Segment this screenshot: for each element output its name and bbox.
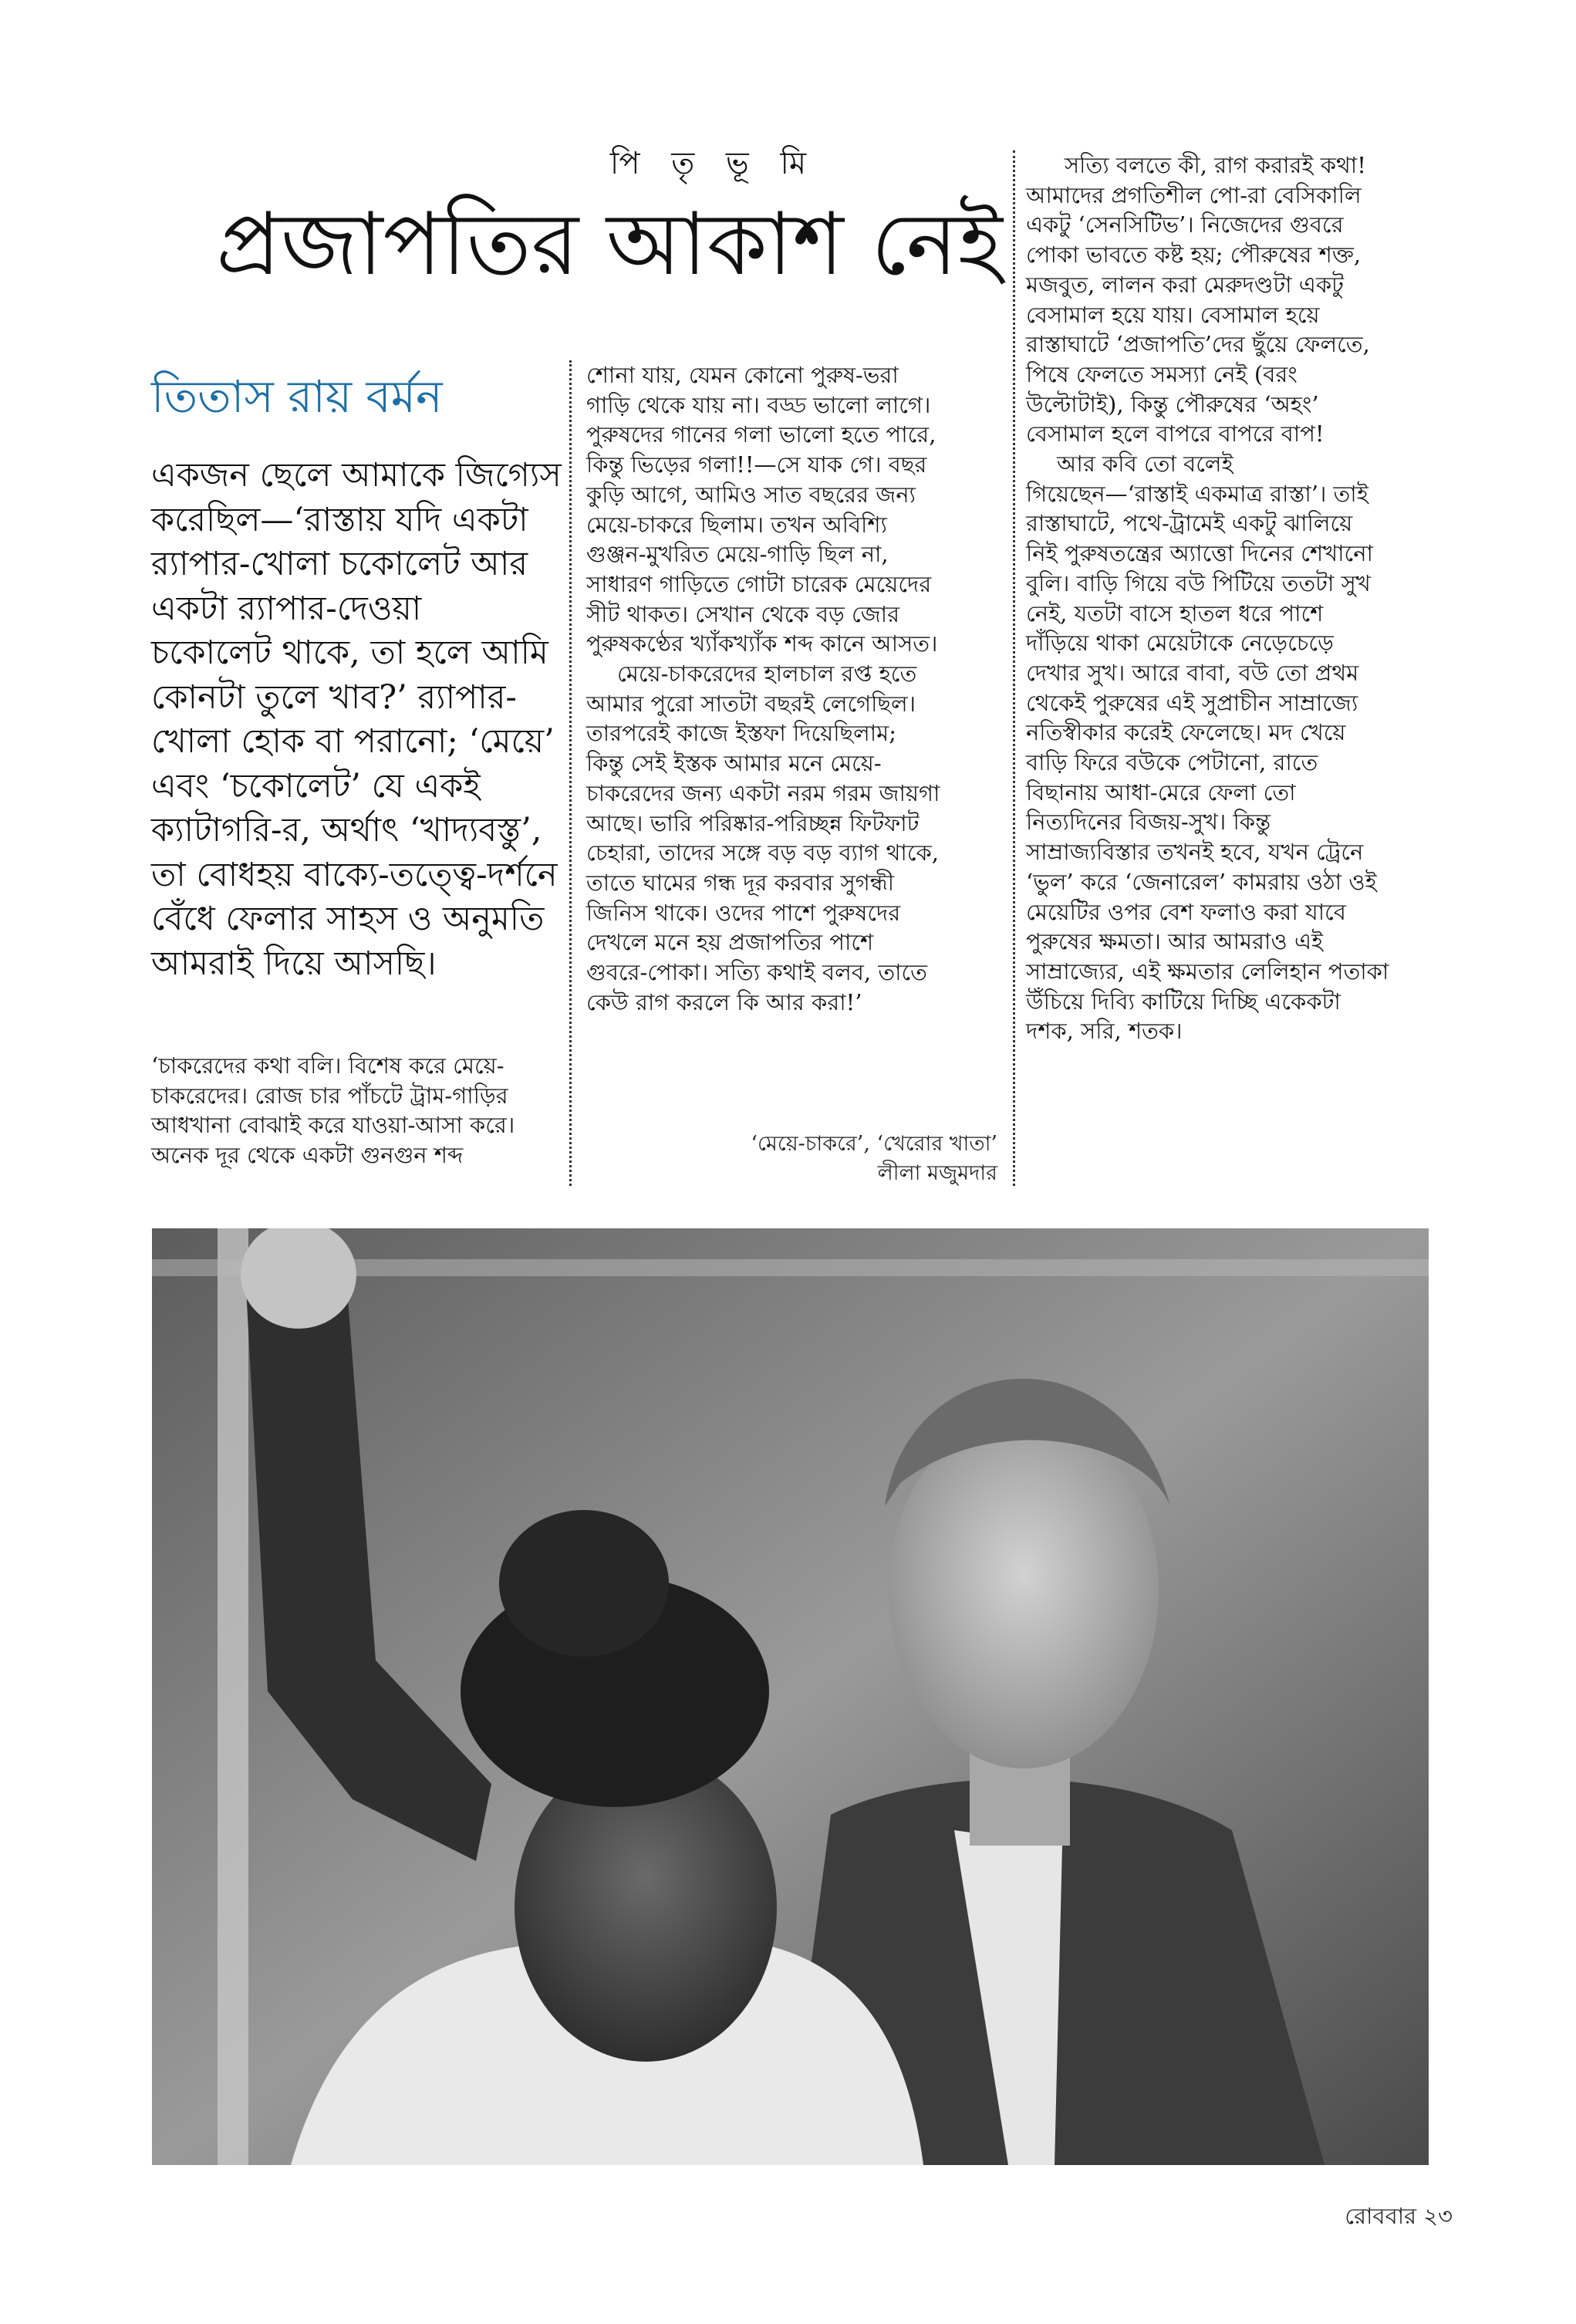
column-line: জিনিস থাকে। ওদের পাশে পুরুষদের <box>586 899 901 926</box>
column-line: বুলি। বাড়ি গিয়ে বউ পিটিয়ে ততটা সুখ <box>1026 569 1371 596</box>
column-line: দেখার সুখ। আরে বাবা, বউ তো প্রথম <box>1026 659 1359 686</box>
column-line: গুবরে-পোকা। সত্যি কথাই বলব, তাতে <box>586 959 927 986</box>
column-line: কিন্তু ভিড়ের গলা!!—সে যাক গে। বছর <box>586 451 927 478</box>
lead-line: খোলা হোক বা পরানো; ‘মেয়ে’ <box>151 722 555 761</box>
column-line: মজবুত, লালন করা মেরুদণ্ডটা একটু <box>1026 271 1344 298</box>
column-line: পুরুষদের গানের গলা ভালো হতে পারে, <box>586 421 936 448</box>
column-line: মেয়ে-চাকরেদের হালচাল রপ্ত হতে <box>617 660 917 687</box>
column-line: কিন্তু সেই ইস্তক আমার মনে মেয়ে- <box>586 750 882 777</box>
column-line: তাতে ঘামের গন্ধ দূর করবার সুগন্ধী <box>586 869 895 896</box>
lead-line: আমরাই দিয়ে আসছি। <box>151 944 437 983</box>
page-number: রোববার ২৩ <box>1345 2203 1453 2229</box>
column-line: চেহারা, তাদের সঙ্গে বড় বড় ব্যাগ থাকে, <box>586 839 940 866</box>
column-line: থেকেই পুরুষের এই সুপ্রাচীন সাম্রাজ্যে <box>1026 689 1358 716</box>
column-line: বিছানায় আধা-মেরে ফেলা তো <box>1026 779 1296 806</box>
column-line: নেই, যতটা বাসে হাতল ধরে পাশে <box>1026 600 1324 627</box>
article-photo <box>152 1228 1429 2165</box>
column-line: শোনা যায়, যেমন কোনো পুরুষ-ভরা <box>586 362 899 388</box>
column-line: দশক, সরি, শতক। <box>1026 1018 1183 1045</box>
quote-line: অনেক দূর থেকে একটা গুনগুন শব্দ <box>151 1142 464 1169</box>
column-line: দেখলে মনে হয় প্রজাপতির পাশে <box>586 929 874 956</box>
lead-line: তা বোধহয় বাক্যে-তত্ত্বে-দর্শনে <box>151 855 558 894</box>
section-label: পি তৃ ভূ মি <box>609 146 818 181</box>
quote-line: ‘চাকরেদের কথা বলি। বিশেষ করে মেয়ে- <box>151 1052 505 1079</box>
column-line: সাম্রাজ্যবিস্তার তখনই হবে, যখন ট্রেনে <box>1026 839 1364 866</box>
citation-source: ‘মেয়ে-চাকরে’, ‘খেরোর খাতা’ <box>751 1132 997 1156</box>
lead-line: করেছিল—‘রাস্তায় যদি একটা <box>151 500 528 539</box>
column-three <box>1026 150 1458 1046</box>
column-line: মেয়ে-চাকরে ছিলাম। তখন অবিশ্যি <box>586 511 887 538</box>
lead-line: একজন ছেলে আমাকে জিগ্যেস <box>151 456 562 495</box>
lead-line: ক্যাটাগরি-র, অর্থাৎ ‘খাদ্যবস্তু’, <box>151 811 542 850</box>
column-line: বাড়ি ফিরে বউকে পেটানো, রাতে <box>1026 749 1318 776</box>
column-line: মেয়েটির ওপর বেশ ফলাও করা যাবে <box>1026 898 1346 925</box>
column-line: সীট থাকত। সেখান থেকে বড় জোর <box>586 600 900 627</box>
quote-line: চাকরেদের। রোজ চার পাঁচটে ট্রাম-গাড়ির <box>151 1082 508 1109</box>
column-line: একটু ‘সেনসিটিভ’। নিজেদের গুবরে <box>1026 211 1344 238</box>
column-line: উল্টোটাই), কিন্তু পৌরুষের ‘অহং’ <box>1026 390 1319 417</box>
article-title: প্রজাপতির আকাশ নেই <box>216 194 1003 295</box>
column-divider <box>569 360 572 1186</box>
column-line: ‘ভুল’ করে ‘জেনারেল’ কামরায় ওঠা ওই <box>1026 868 1377 895</box>
column-line: বেসামাল হলে বাপরে বাপরে বাপ! <box>1026 421 1325 448</box>
column-line: নিই পুরুষতন্ত্রের অ্যাত্তো দিনের শেখানো <box>1026 540 1373 567</box>
column-line: আমাদের প্রগতিশীল পো-রা বেসিকালি <box>1026 181 1362 208</box>
column-line: সাধারণ গাড়িতে গোটা চারেক মেয়েদের <box>586 570 932 597</box>
column-line: সাম্রাজ্যের, এই ক্ষমতার লেলিহান পতাকা <box>1026 958 1389 985</box>
column-line: পোকা ভাবতে কষ্ট হয়; পৌরুষের শক্ত, <box>1026 242 1362 269</box>
lead-line: একটা র‍্যাপার-দেওয়া <box>151 589 422 628</box>
column-line: সত্যি বলতে কী, রাগ করারই কথা! <box>1065 152 1366 178</box>
column-line: নিত্যদিনের বিজয়-সুখ। কিন্তু <box>1026 809 1271 836</box>
column-line: বেসামাল হয়ে যায়। বেসামাল হয়ে <box>1026 301 1320 328</box>
column-line: উঁচিয়ে দিব্যি কাটিয়ে দিচ্ছি একেকটা <box>1026 988 1341 1015</box>
column-line: আছে। ভারি পরিষ্কার-পরিচ্ছন্ন ফিটফাট <box>586 809 920 836</box>
column-line: পুরুষকণ্ঠের খ্যাঁকখ্যাঁক শব্দ কানে আসত। <box>586 630 938 657</box>
column-line: দাঁড়িয়ে থাকা মেয়েটাকে নেড়েচেড়ে <box>1026 630 1334 657</box>
column-line: নতিস্বীকার করেই ফেলেছে। মদ খেয়ে <box>1026 719 1346 746</box>
lead-line: বেঁধে ফেলার সাহস ও অনুমতি <box>151 900 545 938</box>
lead-paragraph <box>151 454 562 986</box>
lead-line: কোনটা তুলে খাব?’ র‍্যাপার- <box>151 677 517 717</box>
column-line: পিষে ফেলতে সমস্যা নেই (বরং <box>1026 360 1298 387</box>
column-line: কুড়ি আগে, আমিও সাত বছরের জন্য <box>586 481 916 508</box>
column-line: চাকরেদের জন্য একটা নরম গরম জায়গা <box>586 779 940 806</box>
column-line: গিয়েছেন—‘রাস্তাই একমাত্র রাস্তা’। তাই <box>1026 480 1368 507</box>
column-line: আর কবি তো বলেই <box>1057 451 1233 478</box>
column-divider <box>1013 150 1015 1186</box>
column-line: তারপরেই কাজে ইস্তফা দিয়েছিলাম; <box>586 720 897 747</box>
quote-line: আধখানা বোঝাই করে যাওয়া-আসা করে। <box>151 1112 515 1139</box>
quote-intro <box>151 1051 552 1170</box>
lead-line: এবং ‘চকোলেট’ যে একই <box>151 766 481 806</box>
column-line: আমার পুরো সাতটা বছরই লেগেছিল। <box>586 690 916 717</box>
author-byline: তিতাস রায় বর্মন <box>151 370 443 423</box>
column-line: গুঞ্জন-মুখরিত মেয়ে-গাড়ি ছিল না, <box>586 541 889 568</box>
column-line: গাড়ি থেকে যায় না। বড্ড ভালো লাগে। <box>586 391 931 418</box>
column-line: কেউ রাগ করলে কি আর করা!’ <box>586 988 862 1015</box>
lead-line: র‍্যাপার-খোলা চকোলেট আর <box>151 545 528 583</box>
column-two <box>586 360 1018 1017</box>
citation-name: লীলা মজুমদার <box>877 1161 997 1185</box>
column-line: রাস্তাঘাটে ‘প্রজাপতি’দের ছুঁয়ে ফেলতে, <box>1026 331 1370 358</box>
column-line: রাস্তাঘাটে, পথে-ট্রামেই একটু ঝালিয়ে <box>1026 510 1353 537</box>
column-line: পুরুষের ক্ষমতা। আর আমরাও এই <box>1026 928 1324 955</box>
lead-line: চকোলেট থাকে, তা হলে আমি <box>151 633 548 672</box>
